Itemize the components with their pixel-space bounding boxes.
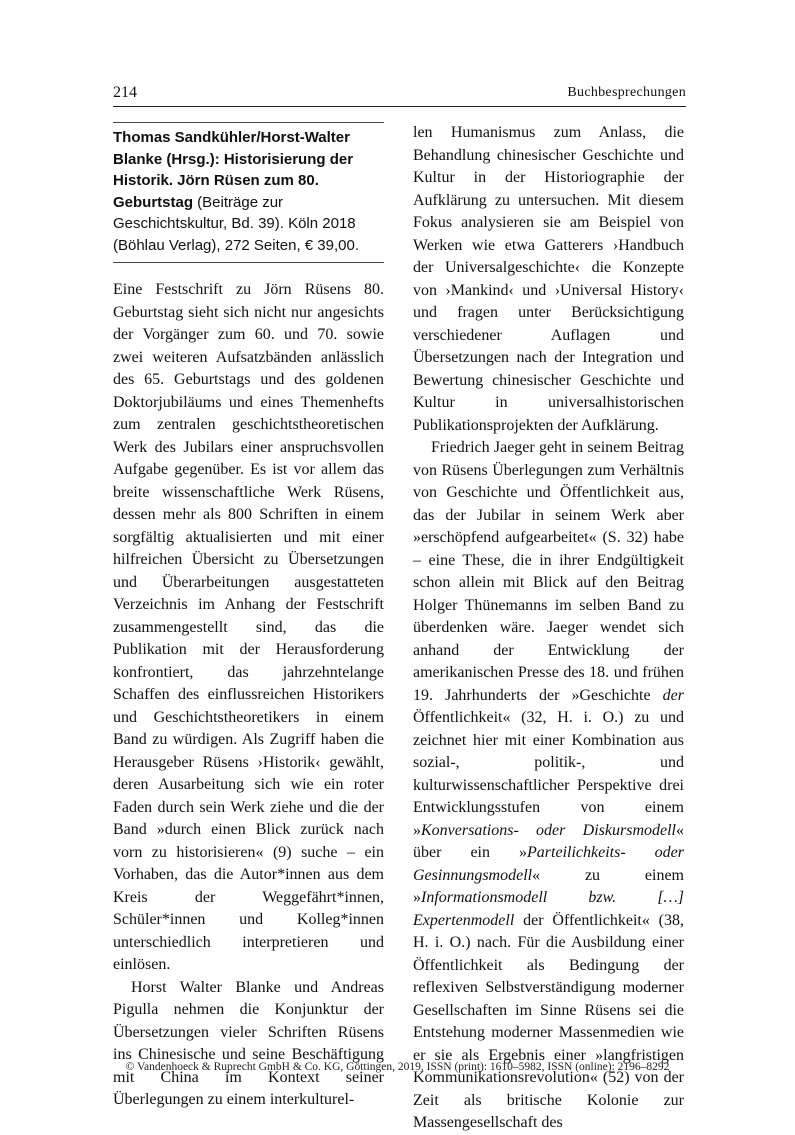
text-run: Friedrich Jaeger geht in seinem Beitrag von Rüsens Überlegungen zum Verhältnis von Geschichte und Öffentlichkeit aus, das der Jubilar in seinem Werk aber »erschöpfend aufgearbeitet« (S. 32) habe – eine These, die in ihrer Endgültigkeit schon allein mit Blick auf den Beitrag Holger Thünemanns im selben Band zu überdenken wäre. Jaeger wendet sich anhand der Entwicklung der amerikanischen Presse des 18. und frühen 19. Jahrhunderts der »Geschichte [413,439,684,704]
right-column [413,122,684,1135]
copyright-footer: © Vandenhoeck & Ruprecht GmbH & Co. KG, Göttingen, 2019, ISSN (print): 1610–5982, ISSN (online): 2196–8292 [125,1061,670,1073]
right-column-text [413,122,684,1135]
paragraph: Eine Festschrift zu Jörn Rüsens 80. Geburtstag sieht sich nicht nur angesichts der Vorgänger zum 60. und 70. sowie zwei weiteren Aufsatzbänden anlässlich des 65. Geburtstags und des goldenen Doktorjubiläums und eines Themenhefts zum zentralen geschichtstheoretischen Werk des Jubilars einer anspruchsvollen Aufgabe gegenüber. Es ist vor allem das breite wissenschaftliche Werk Rüsens, dessen mehr als 800 Schriften in einem sorgfältig aktualisierten und mit einer hilfreichen Übersicht zu Übersetzungen und Überarbeitungen ausgestatteten Verzeichnis im Anhang der Festschrift zusammengestellt sind, das die Publikation mit der Herausforderung konfrontiert, das jahrzehntelange Schaffen des einflussreichen Historikers und Geschichtstheoretikers in einem Band zu würdigen. Als Zugriff haben die Herausgeber Rüsens ›Historik‹ gewählt, deren Ausarbeitung sich wie ein roter Faden durch sein Werk ziehe und die der Band »durch einen Blick zurück nach vorn zu historisieren« (9) suche – ein Vorhaben, das die Autor*innen aus dem Kreis der Weggefährt*innen, Schüler*innen und Kolleg*innen unterschiedlich interpretieren und einlösen. [113,281,384,973]
italic-run: Informationsmodell bzw. […] Expertenmodell [413,889,684,929]
paragraph [413,437,684,1135]
book-citation-box [113,122,384,263]
italic-run: Parteilichkeits- oder Gesinnungsmodell [413,844,684,884]
italic-run: Konversations- oder Diskursmodell [421,821,676,839]
page-number: 214 [113,84,137,101]
paragraph: len Humanismus zum Anlass, die Behandlung chinesischer Geschichte und Kultur in der Historiographie der Aufklärung zu untersuchen. Mit diesem Fokus analysieren sie am Beispiel von Werken wie etwa Gatterers ›Handbuch der Universalgeschichte‹ die Konzepte von ›Mankind‹ und ›Universal History‹ und fragen unter Berücksichtigung verschiedener Auflagen und Übersetzungen nach der Integration und Bewertung chinesischer Geschichte und Kultur in universalhistorischen Publikationsprojekten der Aufklärung. [413,124,684,434]
paragraph: Horst Walter Blanke und Andreas Pigulla nehmen die Konjunktur der Übersetzungen vieler Schriften Rüsens ins Chinesische und seine Beschäftigung mit China im Kontext seiner Überlegungen zu einem interkulturel- [113,978,384,1108]
text-run: der Öffentlichkeit« (38, H. i. O.) nach. Für die Ausbildung einer Öffentlichkeit als Bedingung der reflexiven Selbstverständigung moderner Gesellschaften im Sinne Rüsens sei die Entstehung moderner Massenmedien wie er sie als Ergebnis einer »langfristigen Kommunikationsrevolution« (52) von der Zeit als britische Kolonie zur Massengesellschaft des [413,911,684,1131]
page-header [113,84,686,107]
left-column [113,122,384,1112]
text-run: « zu einem » [413,866,684,906]
text-run: « über ein » [413,821,684,861]
book-title: Thomas Sandkühler/Horst-Walter Blanke (Hrsg.): Historisierung der Historik. Jörn Rüsen zum 80. Geburtstag [113,129,354,211]
left-column-text [113,279,384,1112]
italic-run: der [662,686,684,704]
running-head: Buchbesprechungen [567,85,686,100]
book-details: (Beiträge zur Geschichtskultur, Bd. 39). Köln 2018 (Böhlau Verlag), 272 Seiten, € 39,00. [113,193,360,254]
text-run: Öffentlichkeit« (32, H. i. O.) zu und zeichnet hier mit einer Kombination aus sozial-, politik-, und kulturwissenschaftlicher Perspektive drei Entwicklungsstufen von einem » [413,709,684,839]
book-citation [113,127,384,256]
